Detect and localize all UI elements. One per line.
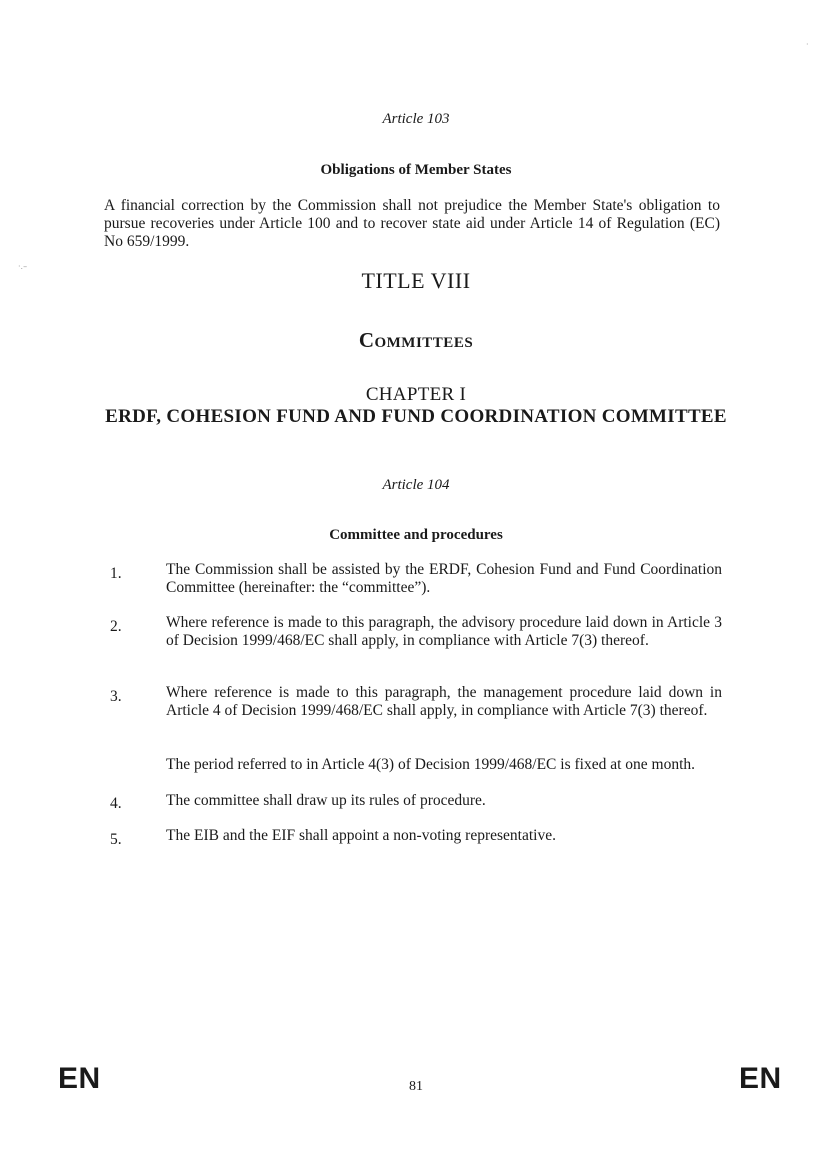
- list-item-text: The EIB and the EIF shall appoint a non-voting representative.: [166, 827, 556, 844]
- footer-language-right: EN: [739, 1062, 782, 1095]
- page-number: 81: [409, 1079, 423, 1094]
- article-104-number: Article 104: [382, 477, 450, 493]
- article-103-text: A financial correction by the Commission shall not prejudice the Member State's obligation to pursue recoveries under Article 100 and to recover state aid under Article 14 of Regulation (EC) No 659/1999.: [104, 197, 720, 250]
- scan-speck: ·.–: [18, 262, 28, 271]
- list-item-number: 1.: [110, 565, 122, 582]
- list-item-text: Where reference is made to this paragraph, the management procedure laid down in Article 4 of Decision 1999/468/EC shall apply, in compliance with Article 7(3) thereof.: [166, 684, 722, 719]
- article-104-title: Committee and procedures: [329, 527, 503, 543]
- list-item-number: 2.: [110, 618, 122, 635]
- list-item-number: 5.: [110, 831, 122, 848]
- title-heading: TITLE VIII: [361, 268, 471, 293]
- scan-speck: ·: [806, 40, 809, 49]
- chapter-number: CHAPTER I: [365, 384, 467, 405]
- list-item-text: The committee shall draw up its rules of procedure.: [166, 792, 486, 809]
- article-103-number: Article 103: [382, 111, 450, 127]
- list-item-number: 4.: [110, 795, 122, 812]
- footer-language-left: EN: [58, 1062, 101, 1095]
- chapter-title: ERDF, COHESION FUND AND FUND COORDINATION COMMITTEE: [105, 406, 727, 427]
- list-item-number: 3.: [110, 688, 122, 705]
- title-subheading: Committees: [358, 328, 474, 352]
- list-item-text: Where reference is made to this paragraph, the advisory procedure laid down in Article 3 of Decision 1999/468/EC shall apply, in compliance with Article 7(3) thereof.: [166, 614, 722, 649]
- list-item-continuation: The period referred to in Article 4(3) of Decision 1999/468/EC is fixed at one month.: [166, 756, 696, 773]
- list-item-text: The Commission shall be assisted by the ERDF, Cohesion Fund and Fund Coordination Committee (hereinafter: the “committee”).: [166, 561, 722, 596]
- article-103-title: Obligations of Member States: [320, 162, 512, 178]
